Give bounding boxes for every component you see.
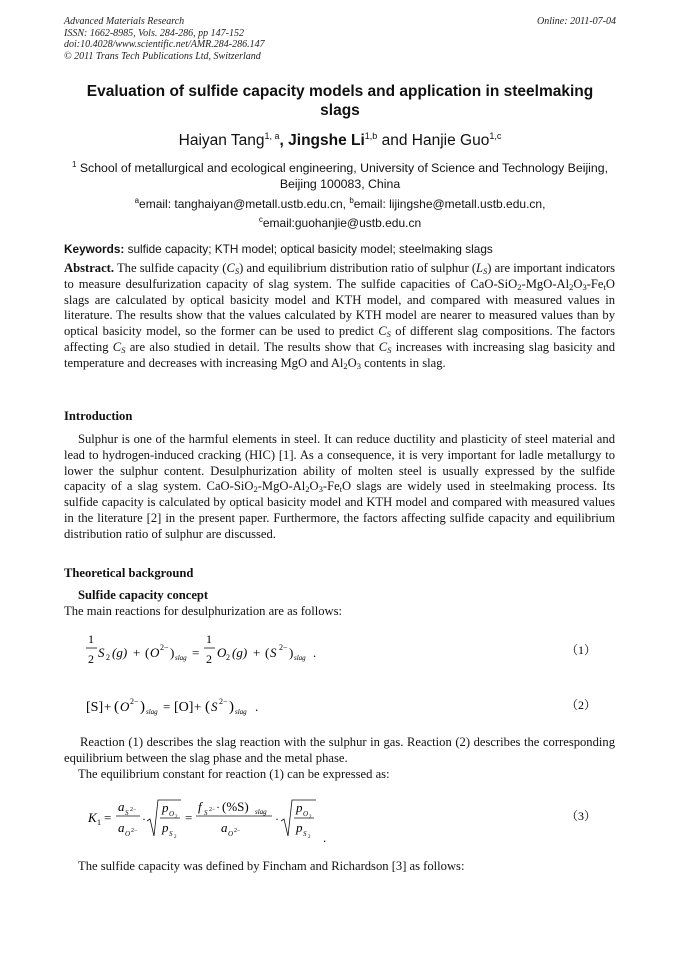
svg-text:p: p	[296, 820, 303, 835]
svg-text:2−: 2−	[279, 643, 288, 652]
svg-text:slag: slag	[175, 654, 187, 662]
svg-text:): )	[229, 699, 234, 715]
journal-name: Advanced Materials Research	[64, 16, 185, 27]
svg-text:S: S	[98, 645, 105, 660]
svg-text:f: f	[198, 799, 202, 814]
svg-text:a: a	[118, 799, 125, 814]
svg-text:2−: 2−	[130, 807, 137, 813]
svg-text:S: S	[125, 809, 129, 817]
svg-text:2−: 2−	[209, 807, 216, 813]
affiliation-line-2: Beijing 100083, China	[279, 176, 401, 191]
svg-text:(: (	[265, 645, 270, 660]
svg-text:·: ·	[216, 800, 220, 814]
equation-2-number: （2）	[566, 698, 597, 712]
main-reactions-text: The main reactions for desulphurization are as follows:	[64, 604, 343, 618]
authors-line: Haiyan Tang$^{1, a}$, Jingshe Li$^{1,b}$ and Hanjie Guo$^{1,c}$	[178, 131, 502, 150]
svg-text:): )	[170, 645, 175, 660]
svg-text:.: .	[313, 645, 317, 660]
svg-text:+: +	[133, 645, 141, 660]
introduction-heading: Introduction	[64, 409, 133, 423]
svg-text:2−: 2−	[160, 643, 169, 652]
svg-text:(: (	[114, 699, 119, 715]
doi-line: doi:10.4028/www.scientific.net/AMR.284-286.147	[64, 39, 265, 50]
svg-text:p: p	[162, 800, 169, 815]
svg-text:.: .	[323, 830, 327, 845]
svg-text:2: 2	[174, 835, 177, 840]
author-1: Haiyan Tang	[178, 132, 265, 150]
svg-text:): )	[140, 699, 145, 715]
svg-text:+: +	[253, 645, 261, 660]
svg-text:(: (	[145, 645, 150, 660]
theory-heading: Theoretical background	[64, 566, 194, 580]
affiliation-line-1: School of metallurgical and ecological engineering, University of Science and Technology Beijing,	[76, 161, 609, 176]
sulfide-concept-heading: Sulfide capacity concept	[78, 588, 209, 602]
svg-text:slag: slag	[235, 708, 247, 716]
svg-text:1: 1	[206, 632, 212, 646]
svg-text:(g): (g)	[112, 645, 128, 660]
journal-header	[64, 16, 616, 62]
author-3: and Hanjie Guo	[377, 132, 490, 150]
svg-text:O: O	[217, 645, 227, 660]
svg-text:K: K	[88, 810, 97, 825]
author-2: , Jingshe Li	[279, 132, 365, 150]
svg-text:2: 2	[309, 815, 312, 820]
svg-text:O: O	[150, 645, 160, 660]
svg-text:): )	[289, 645, 294, 660]
svg-text:S: S	[270, 645, 277, 660]
equation-2	[86, 697, 596, 716]
equilibrium-constant-text: The equilibrium constant for reaction (1) can be expressed as:	[78, 767, 390, 781]
svg-text:S: S	[211, 699, 218, 714]
svg-text:2: 2	[175, 815, 178, 820]
svg-text:2: 2	[308, 835, 311, 840]
equation-3	[87, 799, 596, 845]
svg-text:1: 1	[88, 632, 94, 646]
email-c[interactable]: email:guohanjie@ustb.edu.cn	[262, 216, 422, 230]
copyright-line: © 2011 Trans Tech Publications Ltd, Switzerland	[64, 50, 261, 62]
svg-text:slag: slag	[146, 708, 158, 716]
svg-text:p: p	[162, 820, 169, 835]
svg-text:2−: 2−	[130, 697, 139, 706]
equation-1-number: （1）	[566, 643, 597, 657]
svg-text:(: (	[205, 699, 210, 715]
keywords	[64, 242, 616, 256]
svg-text:O: O	[228, 830, 234, 838]
svg-text:=: =	[192, 645, 200, 660]
svg-text:[O]: [O]	[174, 700, 194, 715]
issn-line: ISSN: 1662-8985, Vols. 284-286, pp 147-152	[64, 27, 244, 39]
svg-text:a: a	[221, 820, 228, 835]
svg-text:(g): (g)	[232, 645, 248, 660]
svg-text:+: +	[104, 699, 112, 714]
svg-text:S: S	[204, 809, 208, 817]
abstract: Abstract. The sulfide capacity $(C_S)$ and equilibrium distribution ratio of sulphur $(L_S)$ are important indicators to measure desulfurization capacity of slag system. The sulfide capacities of CaO-$SiO_2-MgO-Al_2O_3-Fe_tO$ slags are calculated by optical basicity model and KTH model, and compared with measured values in literature. The results show that the values calculated by KTH model are nearer to measured values than by optical basicity model, so the former can be used to predict $C_S$ of different slag compositions. The factors affecting $C_S$ are also studied in detail. The results show that $C_S$ increases with increasing slag basicity and temperature and decreases with increasing MgO and $Al_2O_3$ contents in slag.	[64, 261, 615, 371]
reaction-description: Reaction (1) describes the slag reaction with the sulphur in gas. Reaction (2) describes the corresponding equilibrium between the slag phase and the metal phase.	[64, 735, 615, 765]
svg-text:slag: slag	[255, 808, 267, 816]
svg-text:2: 2	[226, 653, 230, 662]
svg-text:+: +	[194, 699, 202, 714]
email-a[interactable]: email: tanghaiyan@metall.ustb.edu.cn,	[139, 197, 350, 211]
svg-text:2−: 2−	[234, 828, 241, 834]
title-line-1: Evaluation of sulfide capacity models and application in steelmaking	[86, 83, 594, 100]
svg-text:a: a	[118, 820, 125, 835]
svg-text:2: 2	[106, 653, 110, 662]
svg-text:.: .	[255, 699, 259, 714]
svg-text:S: S	[303, 830, 307, 838]
svg-text:=: =	[104, 810, 112, 825]
svg-text:2: 2	[88, 652, 94, 666]
svg-text:2−: 2−	[131, 828, 138, 834]
keywords-text: sulfide capacity; KTH model; optical basicity model; steelmaking slags	[124, 242, 493, 256]
title-line-2: slags	[320, 102, 360, 119]
svg-text:·: ·	[142, 812, 146, 826]
email-b[interactable]: email: lijingshe@metall.ustb.edu.cn,	[353, 197, 546, 211]
svg-text:=: =	[163, 699, 171, 714]
emails: $^a$email: tanghaiyan@metall.ustb.edu.cn, $^b$email: lijingshe@metall.ustb.edu.cn, $^c$email:guohanjie@ustb.edu.cn	[134, 196, 546, 230]
introduction-paragraph: Sulphur is one of the harmful elements in steel. It can reduce ductility and plasticity of steel material and lead to hydrogen-induced cracking (HIC) [1]. As a consequence, it is very important for ladle metallurgy to lower the sulphur content. Desulphurization ability of molten steel is usually expressed by the sulfide capacity of a slag system. CaO-$SiO_2-MgO-Al_2O_3-Fe_tO$ slags are widely used in steelmaking process. Its sulfide capacity is calculated by optical basicity model and KTH model and compared with measured values in the literature [2] in the present paper. Furthermore, the factors affecting sulfide capacity and equilibrium distribution ratio of sulphur are discussed.	[64, 432, 615, 541]
sulfide-capacity-definition: The sulfide capacity was defined by Fincham and Richardson [3] as follows:	[78, 859, 465, 873]
svg-text:2−: 2−	[219, 697, 228, 706]
equation-1	[86, 632, 596, 666]
svg-text:O: O	[120, 699, 130, 714]
paper-title	[64, 82, 616, 120]
svg-text:=: =	[185, 810, 193, 825]
svg-text:2: 2	[206, 652, 212, 666]
equation-3-number: （3）	[566, 809, 597, 823]
svg-text:slag: slag	[294, 654, 306, 662]
svg-text:S: S	[169, 830, 173, 838]
keywords-label: Keywords:	[64, 242, 125, 256]
svg-text:p: p	[296, 800, 303, 815]
svg-text:(%S): (%S)	[222, 799, 249, 814]
svg-text:O: O	[303, 810, 309, 818]
svg-text:[S]: [S]	[86, 700, 104, 715]
online-date: Online: 2011-07-04	[537, 16, 616, 27]
svg-text:·: ·	[275, 812, 279, 826]
abstract-label: Abstract.	[64, 261, 115, 275]
affiliation: $^1$ School of metallurgical and ecological engineering, University of Science and Technology Beijing, Beijing 100083, China	[64, 157, 616, 192]
svg-text:O: O	[169, 810, 175, 818]
svg-text:1: 1	[97, 818, 101, 827]
svg-text:O: O	[125, 830, 131, 838]
